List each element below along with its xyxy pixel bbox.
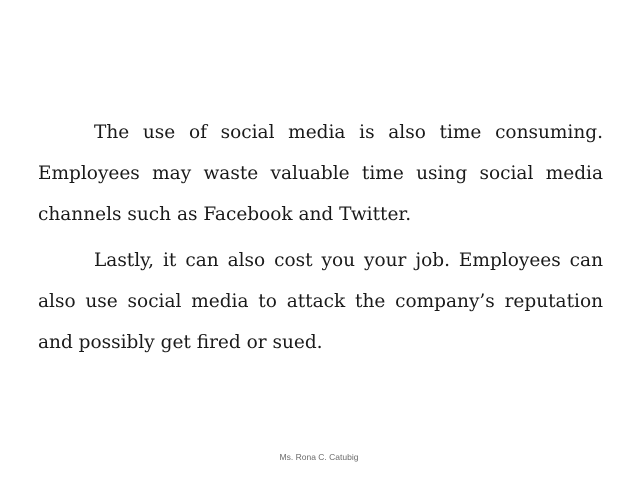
slide-body — [38, 112, 603, 368]
footer-author: Ms. Rona C. Catubig — [279, 452, 359, 462]
paragraph-time-consuming: The use of social media is also time consuming. Employees may waste valuable time using social media channels such as Facebook and Twitter. — [38, 122, 603, 225]
paragraph-cost-job: Lastly, it can also cost you your job. Employees can also use social media to attack the company’s reputation and possibly get fired or sued. — [38, 250, 603, 353]
